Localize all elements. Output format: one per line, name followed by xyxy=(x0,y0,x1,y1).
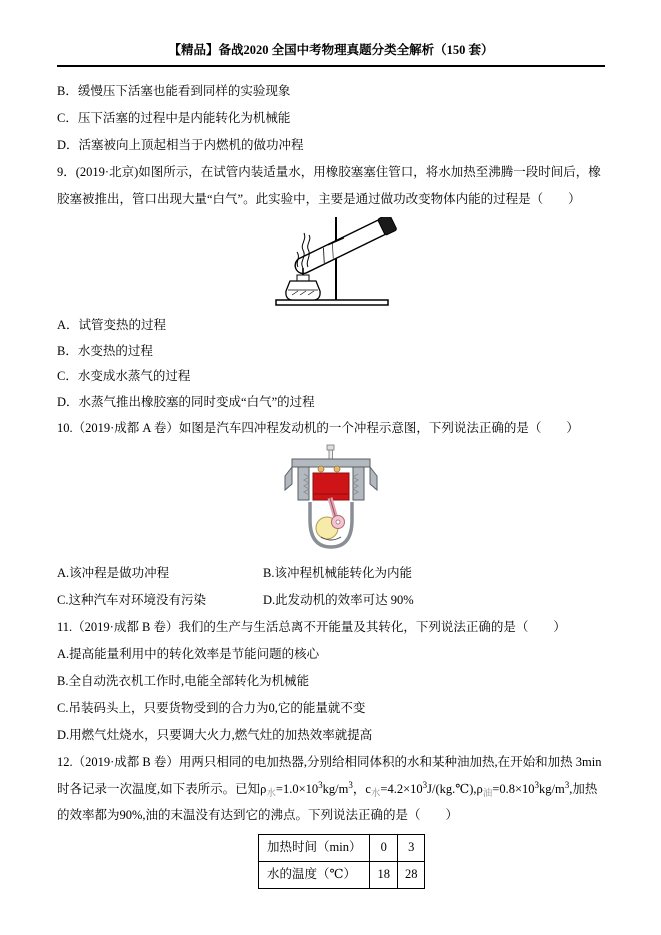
question-10-stem: 10.（2019·成都 A 卷）如图是汽车四冲程发动机的一个冲程示意图，下列说法正确的是（ ） xyxy=(57,421,579,435)
question-9-option-b: B．水变热的过程 xyxy=(57,343,153,358)
question-8-option-d: D．活塞被向上顶起相当于内燃机的做功冲程 xyxy=(57,138,304,152)
question-9-options xyxy=(57,313,605,415)
question-11-option-a: A.提高能量利用中的转化效率是节能问题的核心 xyxy=(57,647,320,661)
question-11-option-b: B.全自动洗衣机工作时,电能全部转化为机械能 xyxy=(57,674,310,688)
question-8-option-c: C．压下活塞的过程中是内能转化为机械能 xyxy=(57,111,291,125)
table-cell: 18 xyxy=(370,861,398,888)
question-11-options xyxy=(57,641,605,749)
question-10-option-b: B.该冲程机械能转化为内能 xyxy=(263,566,412,580)
question-8-options xyxy=(57,78,605,159)
question-9-figure xyxy=(57,217,605,313)
table-cell: 0 xyxy=(370,834,398,861)
table-cell: 3 xyxy=(397,834,425,861)
table-cell: 加热时间（min） xyxy=(259,834,370,861)
question-9-stem: 9．(2019·北京)如图所示，在试管内装适量水，用橡胶塞塞住管口，将水加热至沸腾一段时间后，橡胶塞被推出，管口出现大量“白气”。此实验中，主要是通过做功改变物体内能的过程是（ ） xyxy=(57,165,601,206)
question-11-option-c: C.吊装码头上，只要货物受到的合力为0,它的能量就不变 xyxy=(57,701,366,715)
question-11-option-d: D.用燃气灶烧水，只要调大火力,燃气灶的加热效率就提高 xyxy=(57,728,373,742)
question-12-stem: 12.（2019·成都 B 卷）用两只相同的电加热器,分别给相同体积的水和某种油加热,在开始和加热 3min 时各记录一次温度,如下表所示。已知$\rho_水=1.0\times 10^3kg/m^3$，$c_水=4.2\times 10^3J/(kg.℃),\rho_油=0.8\times 10^3kg/m^3$,加热的效率都为90%,油的末温没有达到它的沸点。下列说法正确的是（ ） xyxy=(57,755,602,822)
page-header xyxy=(57,0,605,67)
question-10-option-d: D.此发动机的效率可达 90% xyxy=(263,593,414,607)
question-9-option-d: D．水蒸气推出橡胶塞的同时变成“白气”的过程 xyxy=(57,394,315,409)
table-row xyxy=(259,861,425,888)
piston-chamber xyxy=(313,473,349,500)
question-10-option-c: C.这种汽车对环境没有污染 xyxy=(57,593,206,607)
alcohol-lamp xyxy=(286,268,320,300)
question-10-figure xyxy=(57,444,605,558)
question-10-options xyxy=(57,560,605,614)
document-title: 【精品】备战2020 全国中考物理真题分类全解析（150 套） xyxy=(168,43,494,57)
heating-data-table xyxy=(258,834,425,889)
question-9-option-a: A．试管变热的过程 xyxy=(57,318,167,332)
question-11-stem: 11.（2019·成都 B 卷）我们的生产与生活总离不开能量及其转化，下列说法正确的是（ ） xyxy=(57,620,566,634)
spark-plug xyxy=(327,445,334,460)
table-row xyxy=(259,834,425,861)
question-9-option-c: C．水变成水蒸气的过程 xyxy=(57,369,191,383)
table-cell: 水的温度（℃） xyxy=(259,861,370,888)
page-content xyxy=(57,67,605,889)
question-10-option-a: A.该冲程是做功冲程 xyxy=(57,566,170,580)
engine-figure xyxy=(283,444,379,554)
table-cell: 28 xyxy=(397,861,425,888)
stand-base xyxy=(276,300,388,305)
test-tube-apparatus-figure xyxy=(245,217,417,309)
question-8-option-b: B．缓慢压下活塞也能看到同样的实验现象 xyxy=(57,84,291,98)
question-12-table-wrap xyxy=(258,834,605,889)
